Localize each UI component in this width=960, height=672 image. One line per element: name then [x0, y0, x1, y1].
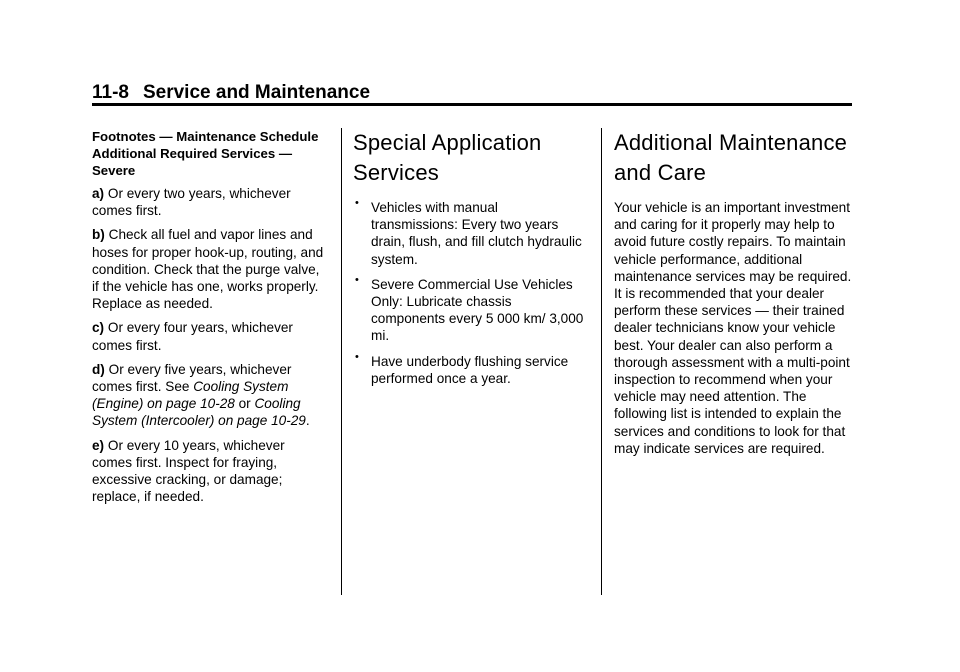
footnote-d-connector: or — [234, 396, 255, 412]
footnotes-heading: Footnotes — Maintenance Schedule Additional Required Services — Severe — [92, 129, 319, 178]
header-rule — [92, 103, 852, 106]
middle-column — [353, 128, 585, 395]
footnote-b-label: b) — [92, 227, 105, 243]
left-column — [92, 128, 324, 512]
additional-maintenance-body: Your vehicle is an important investment and caring for it properly may help to avoid future costly repairs. To maintain vehicle performance, additional maintenance services may be required. It is recommended that your dealer perform these services — their trained dealer technicians know your vehicle best. Your dealer can also perform a thorough assessment with a multi-point inspection to recommend when your vehicle may need attention. The following list is intended to explain the services and conditions to look for that may indicate services are required. — [614, 200, 852, 456]
list-item-text: Have underbody flushing service performed once a year. — [371, 353, 569, 386]
footnote-d-label: d) — [92, 361, 105, 377]
special-application-services-title: Special Application Services — [353, 130, 542, 185]
additional-maintenance-title: Additional Maintenance and Care — [614, 130, 848, 185]
footnote-b-text: Check all fuel and vapor lines and hoses for proper hook-up, routing, and condition. Check that the purge valve, if the vehicle has one, works properly. Replace as needed. — [92, 227, 324, 312]
xref-cooling-system-engine[interactable]: Cooling System (Engine) on page 10-28 — [92, 379, 289, 412]
list-item-text: Vehicles with manual transmissions: Every two years drain, flush, and fill clutch hydraulic system. — [371, 200, 582, 267]
footnote-e-text: Or every 10 years, whichever comes first. Inspect for fraying, excessive cracking, or damage; replace, if needed. — [92, 437, 285, 505]
bullet-icon: • — [355, 350, 359, 363]
xref-cooling-system-intercooler[interactable]: Cooling System (Intercooler) on page 10-29 — [92, 396, 306, 429]
list-item — [353, 273, 585, 345]
list-item-text: Severe Commercial Use Vehicles Only: Lubricate chassis components every 5 000 km/ 3,000 mi. — [371, 276, 584, 344]
list-item — [353, 350, 585, 387]
footnote-e-label: e) — [92, 437, 105, 453]
footnote-a-text: Or every two years, whichever comes first. — [92, 186, 291, 219]
bullet-icon: • — [355, 273, 359, 286]
footnote-a — [92, 185, 324, 219]
footnote-c — [92, 319, 324, 353]
column-divider-2 — [601, 128, 602, 595]
column-divider-1 — [341, 128, 342, 595]
footnote-e — [92, 437, 324, 506]
bullet-icon: • — [355, 197, 359, 209]
right-column — [614, 128, 854, 464]
footnote-b — [92, 226, 324, 312]
footnote-d-text: Or every five years, whichever comes first. See — [92, 361, 292, 395]
footnote-d — [92, 361, 324, 430]
special-services-list — [353, 199, 585, 387]
list-item — [353, 199, 585, 268]
section-title-header: Service and Maintenance — [142, 82, 371, 103]
footnote-c-text: Or every four years, whichever comes first. — [92, 320, 293, 353]
footnote-c-label: c) — [92, 320, 105, 336]
footnote-a-label: a) — [92, 186, 105, 201]
footnote-d-end: . — [305, 413, 310, 429]
page-number: 11-8 — [92, 82, 129, 103]
